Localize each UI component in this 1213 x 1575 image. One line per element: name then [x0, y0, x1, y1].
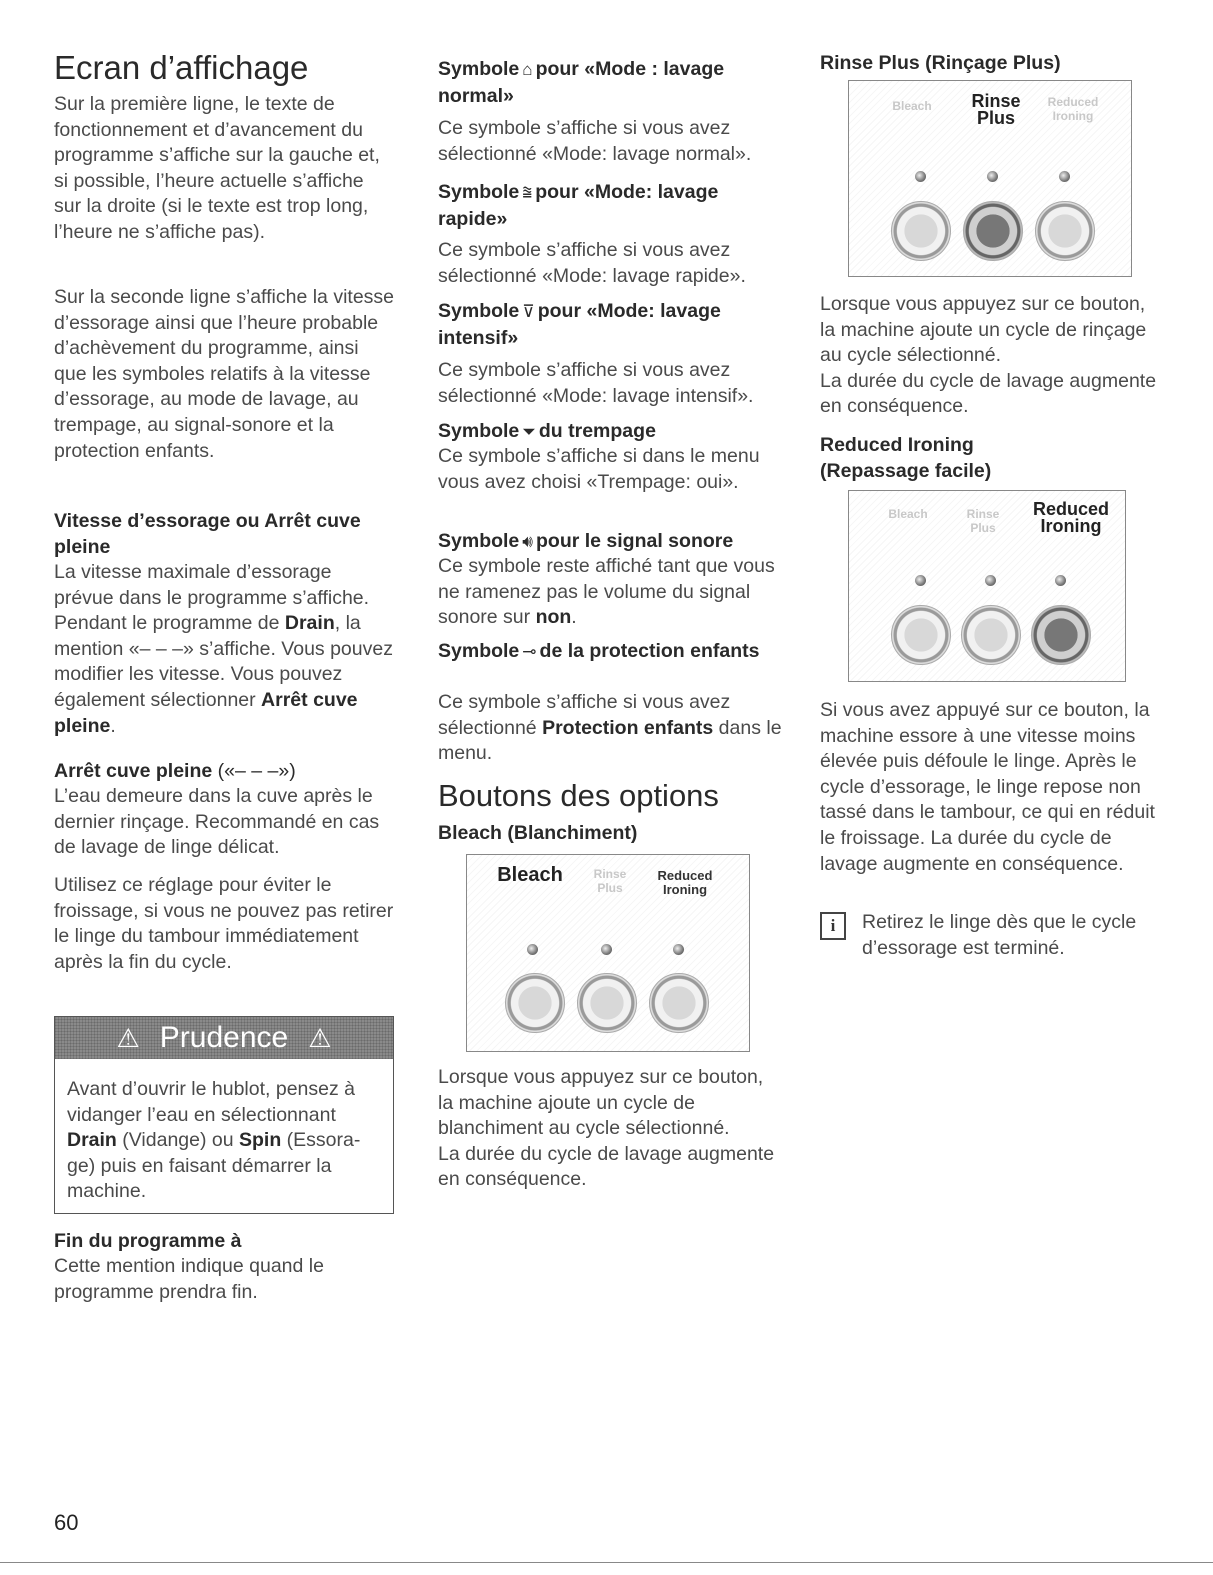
spin-term: Spin	[239, 1129, 282, 1152]
caution-header	[55, 1017, 393, 1059]
bleach-text: Lorsque vous appuyez sur ce bouton, la machine ajoute un cycle de blanchiment au cycle sélectionné. La durée du cycle de lavage augmente en conséquence.	[438, 1066, 775, 1191]
rinse-plus-button	[963, 201, 1023, 261]
rapid-mode-heading: Symbole ⩰ pour «Mode: lavage rapide»	[438, 181, 719, 230]
rinse-hold-heading: Arrêt cuve pleine («– – –»)	[54, 760, 296, 782]
sound-signal-text: Ce symbole reste affiché tant que vous ne ramenez pas le volume du signal sonore sur non.	[438, 555, 775, 629]
panel-label-bleach: Bleach	[888, 507, 928, 521]
indicator-led	[527, 944, 538, 955]
indicator-led	[1055, 575, 1066, 586]
child-lock-heading: Symbole ⊸ de la protection enfants	[438, 638, 783, 665]
intensive-mode-text: Ce symbole s’affiche si vous avez sélectionné «Mode: lavage intensif».	[438, 359, 754, 407]
normal-mode-icon: ⌂	[522, 60, 533, 79]
rinse-hold-usage-paragraph: Utilisez ce réglage pour éviter le froissage, si vous ne pouvez pas retirer le linge du tambour immédiatement après la fin du cycle.	[54, 874, 394, 973]
end-time-heading: Fin du programme à	[54, 1230, 242, 1252]
child-lock-text: Ce symbole s’affiche si vous avez sélectionné Protection enfants dans le menu.	[438, 691, 782, 765]
info-note-text: Retirez le linge dès que le cycle d’essorage est terminé.	[862, 911, 1137, 959]
rinse-plus-heading: Rinse Plus (Rinçage Plus)	[820, 52, 1061, 74]
intensive-mode-icon: ⊽	[522, 302, 535, 321]
info-note	[820, 910, 1165, 961]
reduced-ironing-button	[1035, 201, 1095, 261]
indicator-led	[601, 944, 612, 955]
end-time-paragraph: Cette mention indique quand le programme prendra fin.	[54, 1255, 324, 1303]
options-buttons-title: Boutons des options	[438, 778, 719, 813]
caution-text: Avant d’ouvrir le hublot, pensez à vidanger l’eau en sélectionnant Drain (Vidange) ou Spin (Essora-ge) puis en faisant démarrer la machine.	[67, 1078, 361, 1203]
indicator-led	[1059, 171, 1070, 182]
soak-heading: Symbole ⏷ du trempage	[438, 418, 783, 445]
soak-text: Ce symbole s’affiche si dans le menu vous avez choisi «Trempage: oui».	[438, 445, 760, 493]
info-icon: i	[820, 912, 846, 940]
sound-signal-heading: Symbole 🔊︎ pour le signal sonore	[438, 528, 783, 555]
key-icon: ⊸	[522, 642, 537, 661]
non-term: non	[535, 606, 572, 629]
panel-label-bleach: Bleach	[497, 864, 563, 886]
rinse-hold-term: Arrêt cuve pleine	[54, 688, 358, 737]
panel-label-reduced-ironing: Reduced Ironing	[1047, 95, 1099, 123]
drain-term: Drain	[284, 612, 335, 635]
reduced-ironing-button	[649, 973, 709, 1033]
indicator-led	[985, 575, 996, 586]
spin-speed-heading: Vitesse d’essorage ou Arrêt cuve pleine	[54, 510, 361, 558]
rinse-plus-text: Lorsque vous appuyez sur ce bouton, la machine ajoute un cycle de rinçage au cycle sélectionné. La durée du cycle de lavage augmente en conséquence.	[820, 293, 1157, 418]
indicator-led	[673, 944, 684, 955]
panel-label-reduced-ironing: Reduced Ironing	[1032, 499, 1110, 536]
display-intro-paragraph: Sur la première ligne, le texte de fonctionnement et d’avancement du programme s’affiche sur la gauche et, si possible, l’heure actuelle s’affiche sur la droite (si le texte est trop long, l’heure ne s’affiche pas).	[54, 93, 380, 243]
rinse-hold-paragraph: L’eau demeure dans la cuve après le dernier rinçage. Recommandé en cas de lavage de linge délicat.	[54, 785, 380, 859]
page-number: 60	[54, 1510, 79, 1535]
rinse-plus-button	[961, 605, 1021, 665]
normal-mode-heading: Symbole ⌂ pour «Mode : lavage normal»	[438, 58, 725, 107]
warning-triangle-icon: ⚠	[116, 1022, 140, 1053]
panel-label-rinse-plus: Rinse Plus	[971, 91, 1021, 128]
speaker-icon: 🔊︎	[522, 532, 533, 551]
reduced-ironing-panel-image	[848, 490, 1126, 682]
panel-label-rinse-plus: Rinse Plus	[966, 507, 1000, 535]
panel-label-reduced-ironing: Reduced Ironing	[657, 868, 713, 897]
intensive-mode-heading: Symbole ⊽ pour «Mode: lavage intensif»	[438, 300, 721, 349]
page-title: Ecran d’affichage	[54, 49, 309, 86]
indicator-led	[915, 575, 926, 586]
bleach-panel-image	[466, 854, 750, 1052]
spin-speed-paragraph: La vitesse maximale d’essorage prévue dans le programme s’affiche. Pendant le programme de Drain, la mention «– – –» s’affiche. Vous pouvez modifier les vitesse. Vous pouvez également sélectionner Arrêt cuve pleine.	[54, 561, 393, 737]
bleach-button	[891, 201, 951, 261]
bleach-button	[891, 605, 951, 665]
child-protection-term: Protection enfants	[542, 716, 714, 739]
footer-rule	[0, 1562, 1213, 1563]
panel-label-rinse-plus: Rinse Plus	[593, 867, 627, 895]
indicator-led	[915, 171, 926, 182]
reduced-ironing-text: Si vous avez appuyé sur ce bouton, la machine essore à une vitesse moins élevée puis défoule le linge. Après le cycle d’essorage, le linge repose non tassé dans le tambour, ce qui en réduit le froissage. La durée du cycle de lavage augmente en conséquence.	[820, 699, 1155, 875]
reduced-ironing-button	[1031, 605, 1091, 665]
indicator-led	[987, 171, 998, 182]
bleach-heading: Bleach (Blanchiment)	[438, 822, 638, 844]
rinse-plus-button	[577, 973, 637, 1033]
normal-mode-text: Ce symbole s’affiche si vous avez sélectionné «Mode: lavage normal».	[438, 117, 752, 165]
panel-label-bleach: Bleach	[892, 99, 932, 113]
display-second-line-paragraph: Sur la seconde ligne s’affiche la vitesse d’essorage ainsi que l’heure probable d’achèvement du programme, ainsi que les symboles relatifs à la vitesse d’essorage, au mode de lavage, au trempage, au signal-sonore et la protection enfants.	[54, 286, 395, 462]
rapid-mode-icon: ⩰	[522, 183, 533, 202]
rapid-mode-text: Ce symbole s’affiche si vous avez sélectionné «Mode: lavage rapide».	[438, 239, 746, 287]
soak-icon: ⏷	[522, 422, 536, 441]
caution-box	[54, 1016, 394, 1214]
caution-title: Prudence	[159, 1021, 289, 1054]
warning-triangle-icon: ⚠	[308, 1022, 332, 1053]
rinse-plus-panel-image	[848, 80, 1132, 277]
drain-term: Drain	[67, 1129, 117, 1152]
bleach-button	[505, 973, 565, 1033]
reduced-ironing-heading: Reduced Ironing (Repassage facile)	[820, 434, 992, 482]
